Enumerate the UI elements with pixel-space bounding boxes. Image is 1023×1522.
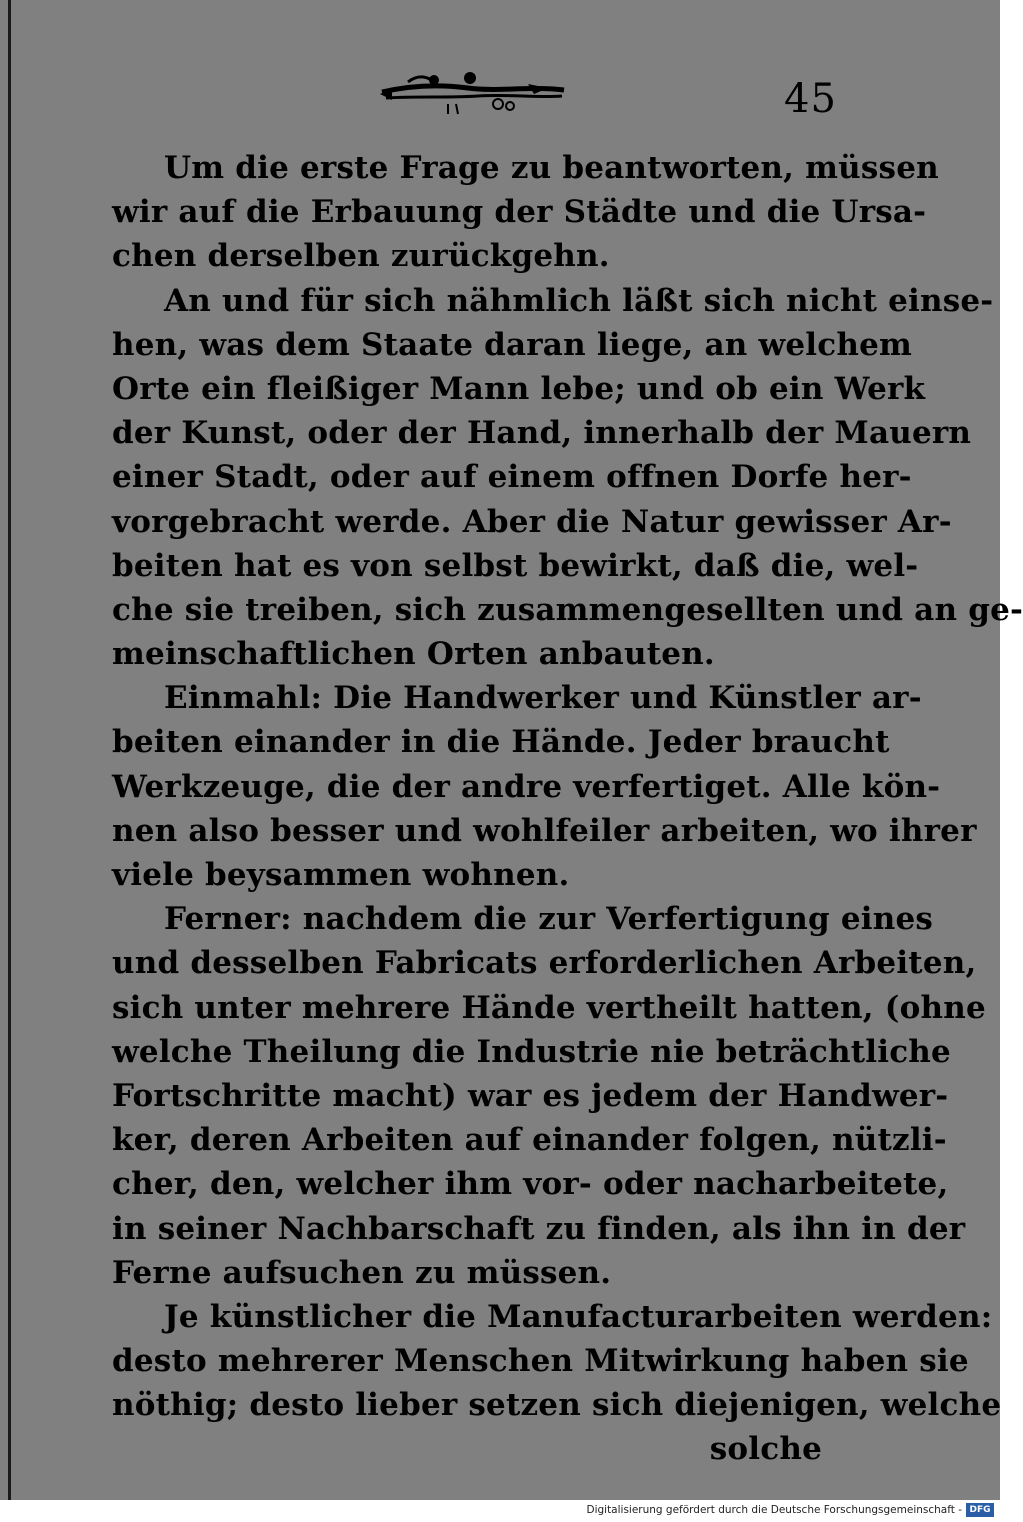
digitization-credit: Digitalisierung gefördert durch die Deutsche Forschungsgemeinschaft -	[586, 1504, 962, 1516]
body-text	[112, 146, 1023, 1472]
text-line: Ferne aufsuchen zu müssen.	[112, 1254, 612, 1291]
text-line: einer Stadt, oder auf einem offnen Dorfe her-	[112, 459, 912, 496]
text-line: nöthig; desto lieber setzen sich diejenigen, welche	[112, 1387, 1002, 1424]
text-line: hen, was dem Staate daran liege, an welchem	[112, 326, 913, 363]
text-line: Werkzeuge, die der andre verfertiget. Alle kön-	[112, 768, 941, 805]
text-line: Je künstlicher die Manufacturarbeiten werden:	[164, 1298, 993, 1335]
text-line: Fortschritte macht) war es jedem der Handwer-	[112, 1077, 949, 1114]
text-line: und desselben Fabricats erforderlichen Arbeiten,	[112, 945, 977, 982]
page-gutter-line	[8, 0, 11, 1500]
catchword: solche	[709, 1431, 822, 1468]
text-line: sich unter mehrere Hände vertheilt hatten, (ohne	[112, 989, 986, 1026]
text-line: der Kunst, oder der Hand, innerhalb der Mauern	[112, 415, 972, 452]
text-line: Ferner: nachdem die zur Verfertigung eines	[164, 901, 934, 938]
text-line: Orte ein fleißiger Mann lebe; und ob ein Werk	[112, 370, 926, 407]
text-line: in seiner Nachbarschaft zu finden, als ihn in der	[112, 1210, 966, 1247]
text-line: desto mehrerer Menschen Mitwirkung haben sie	[112, 1343, 969, 1380]
text-line: meinschaftlichen Orten anbauten.	[112, 636, 715, 673]
text-line: wir auf die Erbauung der Städte und die Ursa-	[112, 194, 927, 231]
text-line: An und für sich nähmlich läßt sich nicht einse-	[164, 282, 994, 319]
text-line: nen also besser und wohlfeiler arbeiten, wo ihrer	[112, 812, 977, 849]
text-line: che sie treiben, sich zusammengesellten und an ge-	[112, 591, 1023, 628]
dfg-logo-icon: DFG	[966, 1503, 994, 1517]
text-line: cher, den, welcher ihm vor- oder nacharbeitete,	[112, 1166, 949, 1203]
text-line: beiten hat es von selbst bewirkt, daß die, wel-	[112, 547, 919, 584]
text-line: ker, deren Arbeiten auf einander folgen, nützli-	[112, 1122, 947, 1159]
text-line: viele beysammen wohnen.	[112, 857, 570, 893]
text-line: welche Theilung die Industrie nie beträchtliche	[112, 1033, 951, 1070]
text-line: Einmahl: Die Handwerker und Künstler ar-	[164, 680, 922, 717]
text-line: beiten einander in die Hände. Jeder braucht	[112, 724, 890, 761]
text-line: vorgebracht werde. Aber die Natur gewisser Ar-	[112, 503, 952, 540]
page-number: 45	[784, 76, 837, 122]
text-line: chen derselben zurückgehn.	[112, 238, 610, 275]
text-line: Um die erste Frage zu beantworten, müssen	[164, 150, 939, 186]
decorative-vignette-icon	[378, 68, 568, 118]
footer-bar	[0, 1500, 1000, 1522]
